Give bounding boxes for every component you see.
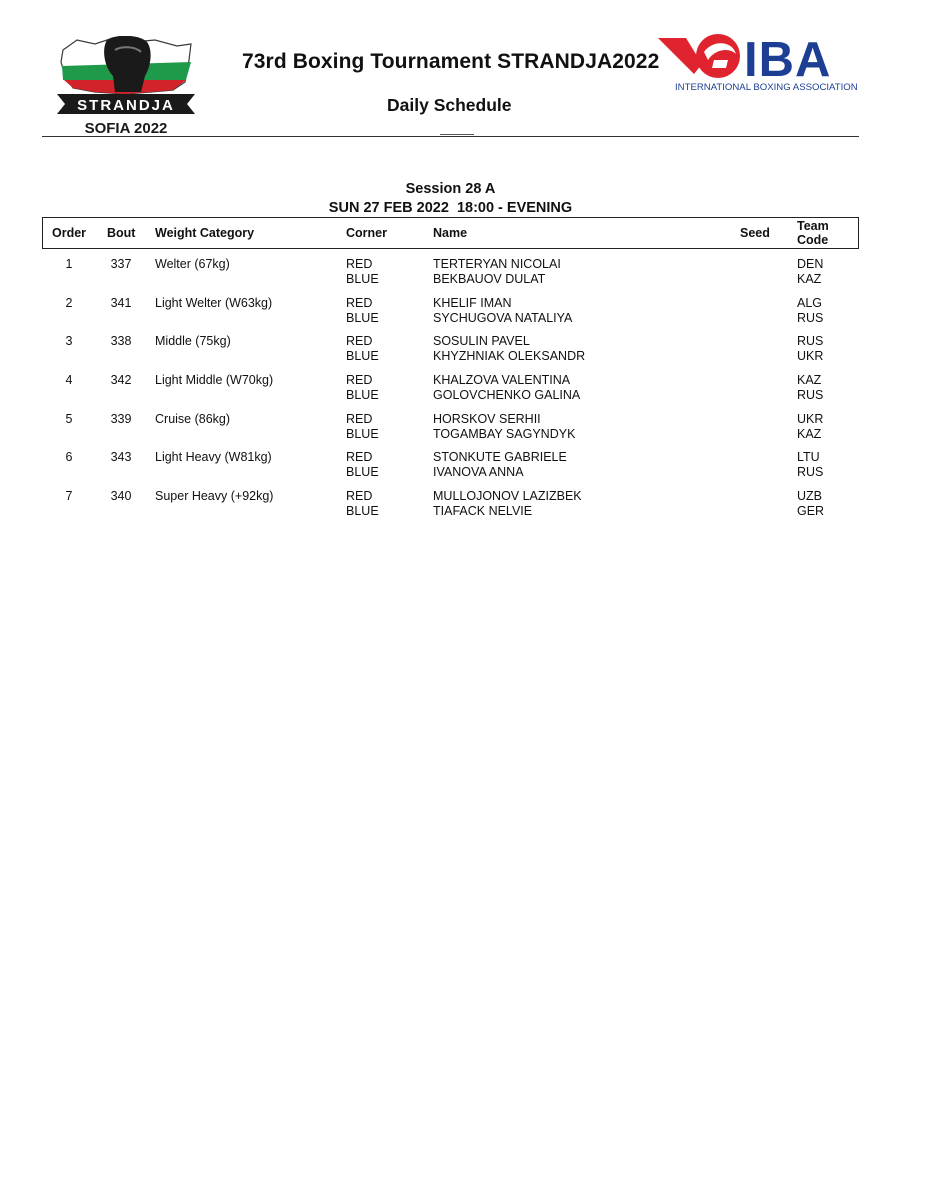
bout-order: 1	[65, 257, 73, 271]
bout-order: 5	[65, 411, 73, 426]
bout-weight-category: Light Welter (W63kg)	[155, 295, 273, 310]
blue-team-code: KAZ	[797, 272, 822, 286]
red-team-code: RUS	[797, 334, 824, 349]
blue-boxer-name: KHYZHNIAK OLEKSANDR	[433, 349, 586, 364]
bout-order: 2	[65, 295, 73, 310]
bout-number: 343	[110, 450, 132, 465]
red-corner-label: RED	[346, 373, 373, 388]
strandja-logo	[55, 36, 197, 138]
strandja-logo-graphic	[55, 36, 197, 138]
blue-corner-label: BLUE	[346, 349, 379, 364]
red-team-code: UZB	[797, 489, 822, 504]
red-boxer-name: KHALZOVA VALENTINA	[433, 373, 571, 388]
blue-corner-label: BLUE	[346, 504, 379, 519]
blue-team-code: UKR	[797, 349, 824, 364]
bout-list	[0, 257, 927, 528]
red-corner-label: RED	[346, 334, 373, 349]
red-boxer-name: TERTERYAN NICOLAI	[433, 257, 561, 271]
header-divider	[42, 136, 859, 137]
bout-number: 338	[110, 334, 132, 349]
bout-row	[0, 334, 927, 373]
column-header-team-line2: Code	[797, 233, 829, 247]
bout-number: 341	[110, 295, 132, 310]
column-header-team-line1: Team	[797, 219, 829, 233]
iba-tagline: INTERNATIONAL BOXING ASSOCIATION	[675, 82, 858, 93]
red-corner-label: RED	[346, 295, 373, 310]
red-corner-label: RED	[346, 257, 373, 271]
red-boxer-name: KHELIF IMAN	[433, 295, 512, 310]
blue-boxer-name: TOGAMBAY SAGYNDYK	[433, 426, 576, 441]
bout-weight-category: Light Middle (W70kg)	[155, 373, 274, 388]
blue-boxer-name: SYCHUGOVA NATALIYA	[433, 310, 573, 325]
bout-order: 7	[65, 489, 73, 504]
bout-weight-category: Cruise (86kg)	[155, 411, 231, 426]
red-boxer-name: MULLOJONOV LAZIZBEK	[433, 489, 582, 504]
bout-weight-category: Light Heavy (W81kg)	[155, 450, 272, 465]
blue-team-code: RUS	[797, 465, 824, 480]
blue-boxer-name: TIAFACK NELVIE	[433, 504, 533, 519]
bout-order: 3	[65, 334, 73, 349]
bout-number: 342	[110, 373, 132, 388]
blue-corner-label: BLUE	[346, 388, 379, 403]
strandja-logo-line2: SOFIA 2022	[84, 120, 168, 137]
page-title: 73rd Boxing Tournament STRANDJA2022	[242, 50, 660, 73]
column-header-weight-category: Weight Category	[155, 226, 255, 240]
bout-row	[0, 296, 927, 335]
red-corner-label: RED	[346, 411, 373, 426]
column-header-corner: Corner	[346, 226, 387, 240]
red-corner-label: RED	[346, 450, 373, 465]
iba-logo	[656, 30, 862, 94]
blue-corner-label: BLUE	[346, 465, 379, 480]
blue-boxer-name: BEKBAUOV DULAT	[433, 272, 546, 286]
red-boxer-name: HORSKOV SERHII	[433, 411, 541, 426]
session-title: Session 28 A	[405, 181, 496, 197]
bout-order: 4	[65, 373, 73, 388]
bout-weight-category: Super Heavy (+92kg)	[155, 489, 274, 504]
column-header-seed: Seed	[740, 226, 770, 240]
strandja-logo-line1: STRANDJA	[77, 97, 175, 114]
blue-team-code: KAZ	[797, 426, 822, 441]
bout-row	[0, 257, 927, 296]
blue-corner-label: BLUE	[346, 310, 379, 325]
blue-corner-label: BLUE	[346, 272, 379, 286]
bout-number: 340	[110, 489, 132, 504]
bout-row	[0, 373, 927, 412]
header-divider-accent	[440, 134, 474, 135]
red-team-code: ALG	[797, 295, 823, 310]
bout-number: 339	[110, 411, 132, 426]
bout-number: 337	[110, 257, 132, 271]
column-header-name: Name	[433, 226, 468, 240]
red-corner-label: RED	[346, 489, 373, 504]
page-subtitle: Daily Schedule	[387, 95, 512, 115]
red-team-code: UKR	[797, 411, 824, 426]
column-header-order: Order	[52, 226, 87, 240]
bout-row	[0, 412, 927, 451]
blue-corner-label: BLUE	[346, 426, 379, 441]
iba-logo-graphic	[656, 30, 862, 94]
table-header	[42, 217, 859, 249]
bout-weight-category: Middle (75kg)	[155, 334, 231, 349]
blue-boxer-name: GOLOVCHENKO GALINA	[433, 388, 581, 403]
red-boxer-name: STONKUTE GABRIELE	[433, 450, 567, 465]
bout-row	[0, 489, 927, 528]
red-team-code: KAZ	[797, 373, 822, 388]
session-date: SUN 27 FEB 2022 18:00 - EVENING	[328, 200, 573, 216]
red-boxer-name: SOSULIN PAVEL	[433, 334, 530, 349]
blue-team-code: RUS	[797, 310, 824, 325]
blue-boxer-name: IVANOVA ANNA	[433, 465, 524, 480]
red-team-code: LTU	[797, 450, 820, 465]
bout-order: 6	[65, 450, 73, 465]
blue-team-code: RUS	[797, 388, 824, 403]
column-header-bout: Bout	[107, 226, 136, 240]
iba-wordmark: IBA	[744, 33, 832, 87]
bout-row	[0, 450, 927, 489]
red-team-code: DEN	[797, 257, 824, 271]
blue-team-code: GER	[797, 504, 825, 519]
bout-weight-category: Welter (67kg)	[155, 257, 230, 271]
